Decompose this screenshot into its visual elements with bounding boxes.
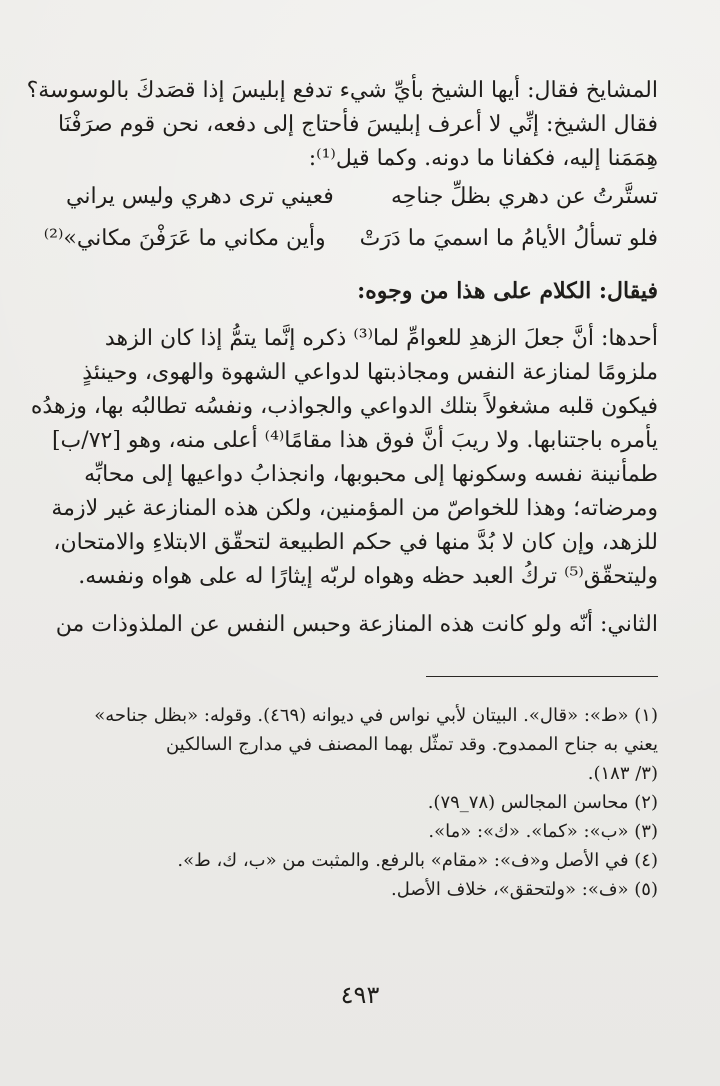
footnote-line-4: (٢) محاسن المجالس (٧٨_٧٩). bbox=[427, 792, 658, 813]
verse-hemistich-second-2: وأين مكاني ما عَرَفْنَ مكاني»⁽²⁾ bbox=[43, 226, 326, 251]
first-point-line-4: يأمره باجتنابها. ولا ريبَ أنَّ فوق هذا مقامًا⁽⁴⁾ أعلى منه، وهو [٧٢/ب] bbox=[51, 428, 658, 453]
body-line-3: هِمَمَنا إليه، فكفانا ما دونه. وكما قيل⁽¹⁾: bbox=[308, 146, 658, 171]
first-point-line-6: ومرضاته؛ وهذا للخواصّ من المؤمنين، ولكن هذه المنازعة غير لازمة bbox=[51, 496, 658, 521]
verse-hemistich-second-1: فعيني ترى دهري وليس يراني bbox=[66, 184, 334, 209]
first-point-line-7: للزهد، وإن كان لا بُدَّ منها في حكم الطبيعة لتحقّق الابتلاءِ والامتحان، bbox=[53, 530, 658, 555]
first-point-line-2: ملزومًا لمنازعة النفس ومجاذبتها لدواعي الشهوة والهوى، وحينئذٍ bbox=[82, 360, 658, 385]
footnotes bbox=[66, 701, 658, 904]
page-number: ٤٩٣ bbox=[340, 981, 380, 1009]
verse-hemistich-first-1: تستَّرتُ عن دهري بظلِّ جناحِه bbox=[390, 184, 658, 209]
verse-hemistich-first-2: فلو تسألُ الأيامُ ما اسميَ ما دَرَتْ bbox=[359, 226, 658, 251]
body-line-1: المشايخ فقال: أيها الشيخ بأيِّ شيء تدفع إبليسَ إذا قصَدكَ بالوسوسة؟ bbox=[26, 78, 658, 103]
footnote-line-1: (١) «ط»: «قال». البيتان لأبي نواس في ديوانه (٤٦٩). وقوله: «بظل جناحه» bbox=[94, 705, 658, 726]
first-point-line-8: وليتحقّق⁽⁵⁾ تركُ العبد حظه وهواه لربّه إيثارًا له على هواه ونفسه. bbox=[78, 564, 658, 589]
footnote-divider bbox=[426, 676, 658, 677]
paragraph-gap-2 bbox=[66, 308, 658, 322]
main-text bbox=[26, 74, 658, 642]
paragraph-gap-3 bbox=[66, 594, 658, 608]
second-point-line: الثاني: أنّه ولو كانت هذه المنازعة وحبس النفس عن الملذوذات من bbox=[55, 612, 658, 637]
verse-line-2 bbox=[43, 218, 658, 260]
footnote-line-6: (٤) في الأصل و«ف»: «مقام» بالرفع. والمثبت من «ب، ك، ط». bbox=[177, 850, 658, 871]
footnote-line-5: (٣) «ب»: «كما». «ك»: «ما». bbox=[428, 821, 658, 842]
first-point-line-5: طمأنينة نفسه وسكونها إلى محبوبها، وانجذابُ دواعيها إلى محابِّه bbox=[84, 462, 658, 487]
verse-line-1 bbox=[66, 176, 658, 218]
footnote-line-3: (٣/ ١٨٣). bbox=[587, 763, 658, 784]
body-line-2: فقال الشيخ: إنِّي لا أعرف إبليسَ فأحتاج إلى دفعه، نحن قوم صرَفْنَا bbox=[57, 112, 658, 137]
first-point-line-1: أحدها: أنَّ جعلَ الزهدِ للعوامِّ لما⁽³⁾ ذكره إنَّما يتمُّ إذا كان الزهد bbox=[104, 326, 658, 351]
paragraph-gap bbox=[66, 260, 658, 274]
first-point-line-3: فيكون قلبه مشغولاً بتلك الدواعي والجواذب، ونفسُه تطالبُه بها، وزهدُه bbox=[30, 394, 658, 419]
footnote-line-7: (٥) «ف»: «ولتحقق»، خلاف الأصل. bbox=[391, 879, 658, 900]
footnote-line-2: يعني به جناح الممدوح. وقد تمثّل بهما المصنف في مدارج السالكين bbox=[165, 734, 658, 755]
section-heading: فيقال: الكلام على هذا من وجوه: bbox=[357, 278, 658, 304]
